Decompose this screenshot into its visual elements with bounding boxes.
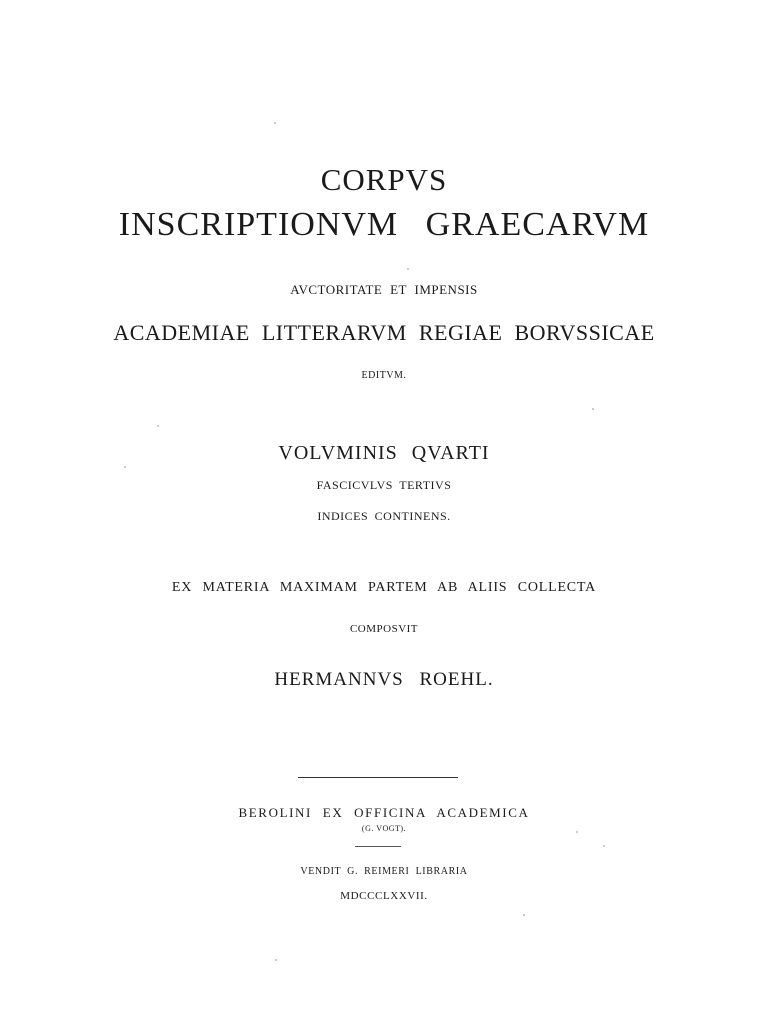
source-note: EX MATERIA MAXIMAM PARTEM AB ALIIS COLLECTA [171,580,597,595]
title-corpus: CORPVS [320,162,448,197]
subtitle-editum: EDITVM. [361,370,407,381]
imprint-printer: (G. VOGT). [361,824,407,833]
scan-speck [157,425,159,427]
scan-speck [523,914,525,916]
composuit-line: COMPOSVIT [349,623,419,635]
scan-speck [603,845,605,847]
scan-speck [124,466,126,468]
contents-line: INDICES CONTINENS. [317,509,451,523]
subtitle-auctoritate: AVCTORITATE ET IMPENSIS [290,282,478,297]
scan-speck [274,122,276,124]
volume-heading: VOLVMINIS QVARTI [278,442,490,464]
short-divider-rule [355,846,401,847]
fascicle-line: FASCICVLVS TERTIVS [316,478,452,492]
author-name: HERMANNVS ROEHL. [274,669,494,690]
title-inscriptionum-graecarum: INSCRIPTIONVM GRAECARVM [118,206,650,243]
divider-rule [298,777,458,778]
scan-speck [576,831,578,833]
imprint-place: BEROLINI EX OFFICINA ACADEMICA [238,805,530,820]
scan-speck [275,959,277,961]
subtitle-academiae: ACADEMIAE LITTERARVM REGIAE BORVSSICAE [113,320,655,345]
scan-speck [592,408,594,410]
imprint-seller: VENDIT G. REIMERI LIBRARIA [300,866,468,877]
scan-speck [407,268,409,270]
imprint-year: MDCCCLXXVII. [340,890,428,902]
